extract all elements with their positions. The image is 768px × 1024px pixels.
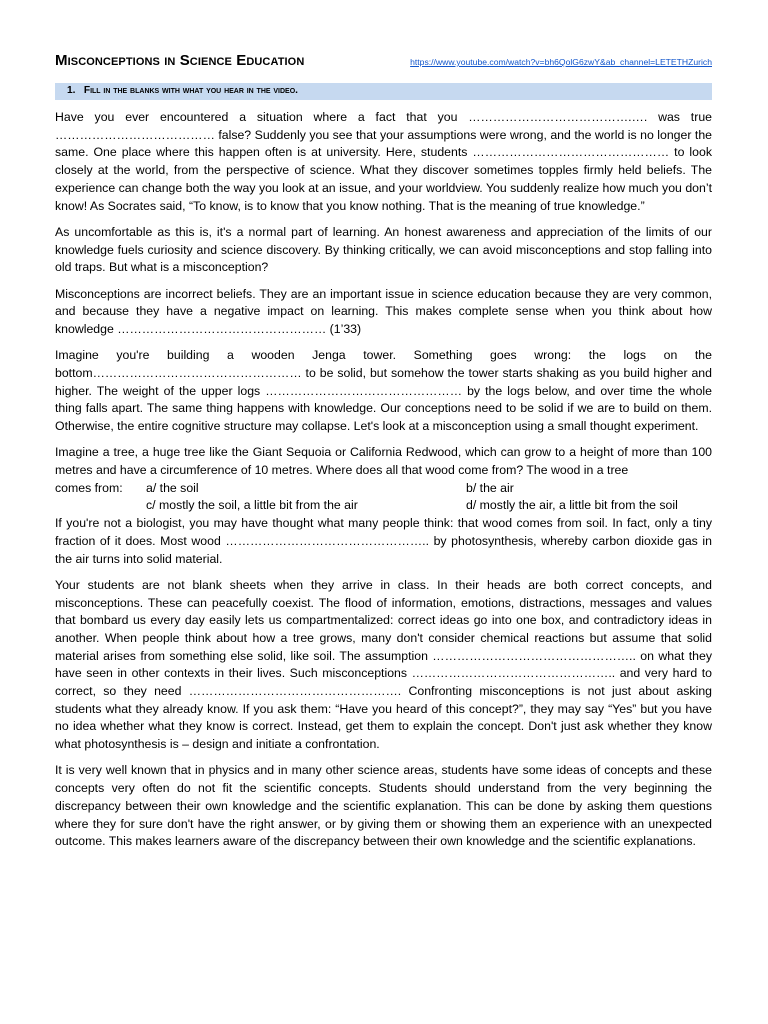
option-a: a/ the soil — [146, 480, 199, 495]
paragraph-6: It is very well known that in physics and in many other science areas, students have some ideas of concepts and these concepts very often do not fit the scientific concepts. Students should understand from the very beginning the discrepancy between their own knowledge and the scientific explanation. This can be done by asking them questions where they for sure don't have the right answer, or by giving them or showing them an experience with an unexpected outcome. This makes learners aware of the discrepancy between their own knowledge and the scientific explanations. — [55, 763, 712, 849]
options-lead: comes from: — [55, 480, 123, 495]
paragraph-3: Misconceptions are incorrect beliefs. They are an important issue in science education because they are very common, and because they have a negative impact on learning. This makes complete sense when you think about how knowledge …………………………………………… (1’33) — [55, 286, 712, 336]
answer-options — [55, 480, 712, 515]
document-page — [55, 52, 712, 851]
exercise-instruction — [55, 83, 712, 100]
tree-question-followup: If you're not a biologist, you may have thought what many people think: that wood comes from soil. In fact, only a tiny fraction of it does. Most wood ………………………………………….. by photosynthesis, whereby carbon dioxide gas in the air turns into solid material. — [55, 516, 712, 566]
paragraph-2: As uncomfortable as this is, it's a normal part of learning. An honest awareness and appreciation of the limits of our knowledge fuels curiosity and science discovery. By thinking critically, we can avoid misconceptions and stop falling into old traps. But what is a misconception? — [55, 224, 712, 275]
video-link[interactable]: https://www.youtube.com/watch?v=bh6QolG6zwY&ab_channel=LETETHZurich — [410, 57, 712, 67]
option-d: d/ mostly the air, a little bit from the soil — [466, 498, 678, 513]
document-title: Misconceptions in Science Education — [55, 52, 305, 69]
tree-question-intro: Imagine a tree, a huge tree like the Giant Sequoia or California Redwood, which can grow to a height of more than 100 metres and have a circumference of 10 metres. Where does all that wood come from? The wood in a tree — [55, 445, 712, 478]
paragraph-5: Your students are not blank sheets when they arrive in class. In their heads are both correct concepts, and misconceptions. These can peacefully coexist. The flood of information, emotions, distractions, messages and values that bombard us every day easily lets us compartmentalized: correct ideas go into one box, and contradictory ideas in another. When people think about how a tree grows, many don't consider chemical reactions but assume that solid material arises from something else solid, like soil. The assumption ………………………………………….. on what they have seen in other contexts in their lives. Such misconceptions ………………………………………….. and very hard to correct, so they need ……………………………………………. Confronting misconceptions is not just about asking students what they already know. If you ask them: “Have you heard of this concept?”, they may say “Yes” but you have no idea whether what they know is correct. Instead, get them to explain the concept. Don't just ask whether they know what photosynthesis is – design and initiate a confrontation. — [55, 577, 712, 752]
paragraph-1: Have you ever encountered a situation where a fact that you ………………………………….…. was true ………………………………… false? Suddenly you see that your assumptions were wrong, and the world is no longer the same. One place where this happen often is at university. Here, students ………………………………………… to look closely at the world, from the perspective of science. What they discover sometimes topples firmly held beliefs. The experience can change both the way you look at an issue, and your worldview. You suddenly realize how much you don’t know! As Socrates said, “To know, is to know that you know nothing. That is the meaning of true knowledge.” — [55, 110, 712, 213]
instruction-text: Fill in the blanks with what you hear in the video. — [83, 85, 299, 96]
tree-question — [55, 444, 712, 568]
instruction-number: 1. — [67, 85, 76, 96]
option-c: c/ mostly the soil, a little bit from the air — [146, 498, 358, 513]
option-b: b/ the air — [466, 480, 514, 495]
document-header — [55, 52, 712, 74]
paragraph-4: Imagine you're building a wooden Jenga tower. Something goes wrong: the logs on the bottom…………………………………………… to be solid, but somehow the tower starts shaking as you build higher and higher. The weight of the upper logs ………………………………………… by the logs below, and over time the whole thing falls apart. The same thing happens with knowledge. Our conceptions need to be solid if we are to build on them. Otherwise, the entire cognitive structure may collapse. Let's look at a misconception using a small thought experiment. — [55, 348, 712, 434]
